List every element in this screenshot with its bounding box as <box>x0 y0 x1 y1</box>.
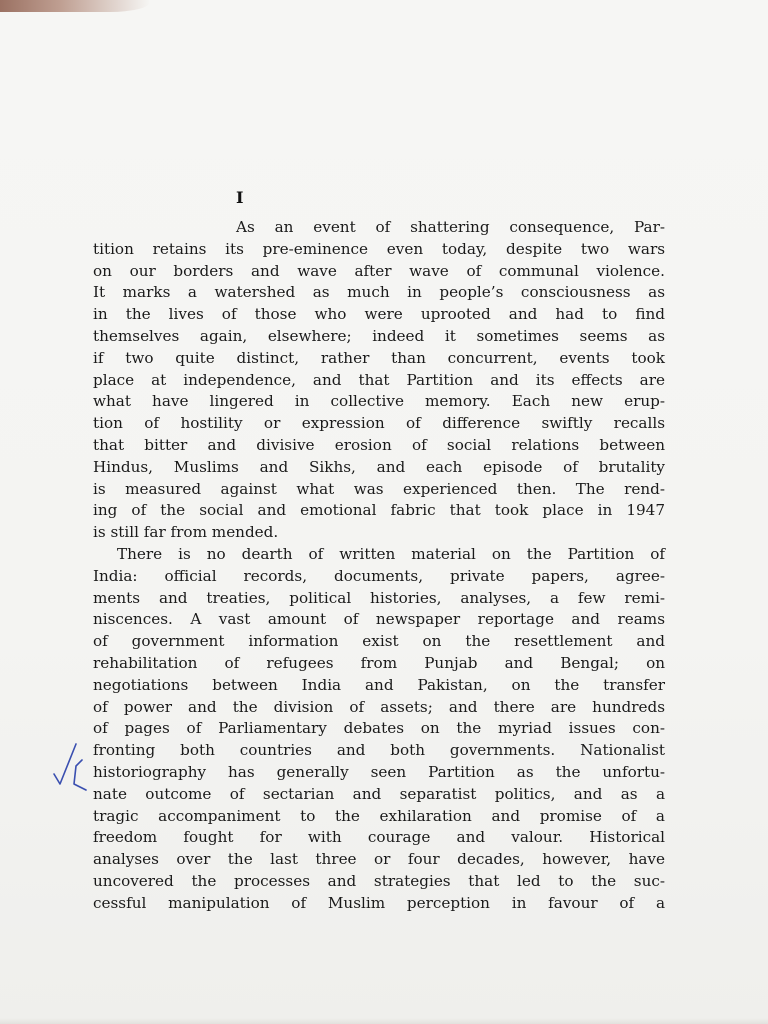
text-line: is measured against what was experienced then. The rend- <box>93 479 665 498</box>
text-line: cessful manipulation of Muslim perception in favour of a <box>93 893 665 912</box>
text-line: themselves again, elsewhere; indeed it sometimes seems as <box>93 326 665 345</box>
text-line: in the lives of those who were uprooted and had to find <box>93 305 665 324</box>
text-line: uncovered the processes and strategies that led to the suc- <box>93 871 665 890</box>
text-line: of power and the division of assets; and there are hundreds <box>93 697 665 716</box>
text-line: There is no dearth of written material on the Partition of <box>117 544 665 563</box>
text-line: As an event of shattering consequence, Par- <box>236 218 665 236</box>
section-numeral: I <box>236 188 244 207</box>
text-line: It marks a watershed as much in people’s consciousness as <box>93 283 665 302</box>
text-line: India: official records, documents, private papers, agree- <box>93 566 665 585</box>
text-line: tion of hostility or expression of difference swiftly recalls <box>93 414 665 433</box>
text-line: that bitter and divisive erosion of social relations between <box>93 435 665 454</box>
text-line: analyses over the last three or four decades, however, have <box>93 850 665 869</box>
text-line: Hindus, Muslims and Sikhs, and each episode of brutality <box>93 457 665 476</box>
text-line: tragic accompaniment to the exhilaration and promise of a <box>93 806 665 825</box>
text-line: fronting both countries and both governments. Nationalist <box>93 741 665 760</box>
text-line: place at independence, and that Partition and its effects are <box>93 370 665 389</box>
body-text <box>93 217 665 915</box>
text-line: tition retains its pre-eminence even today, despite two wars <box>93 239 665 258</box>
text-line: on our borders and wave after wave of communal violence. <box>93 261 665 280</box>
checkmark-bracket-icon <box>52 740 102 800</box>
text-line: niscences. A vast amount of newspaper reportage and reams <box>93 610 665 629</box>
text-line: of pages of Parliamentary debates on the myriad issues con- <box>93 719 665 738</box>
text-line: negotiations between India and Pakistan, on the transfer <box>93 675 665 694</box>
text-line: historiography has generally seen Partition as the unfortu- <box>93 762 665 781</box>
text-line: of government information exist on the resettlement and <box>93 632 665 651</box>
page-bottom-edge <box>0 1018 768 1024</box>
text-line: what have lingered in collective memory. Each new erup- <box>93 392 665 411</box>
text-line: is still far from mended. <box>93 523 279 542</box>
text-line: rehabilitation of refugees from Punjab and Bengal; on <box>93 653 665 672</box>
text-line: freedom fought for with courage and valour. Historical <box>93 828 665 847</box>
page-corner-shadow <box>0 0 150 12</box>
text-line: ments and treaties, political histories, analyses, a few remi- <box>93 588 665 607</box>
text-line: nate outcome of sectarian and separatist politics, and as a <box>93 784 665 803</box>
text-line: if two quite distinct, rather than concurrent, events took <box>93 348 665 367</box>
text-line: ing of the social and emotional fabric that took place in 1947 <box>93 501 665 520</box>
